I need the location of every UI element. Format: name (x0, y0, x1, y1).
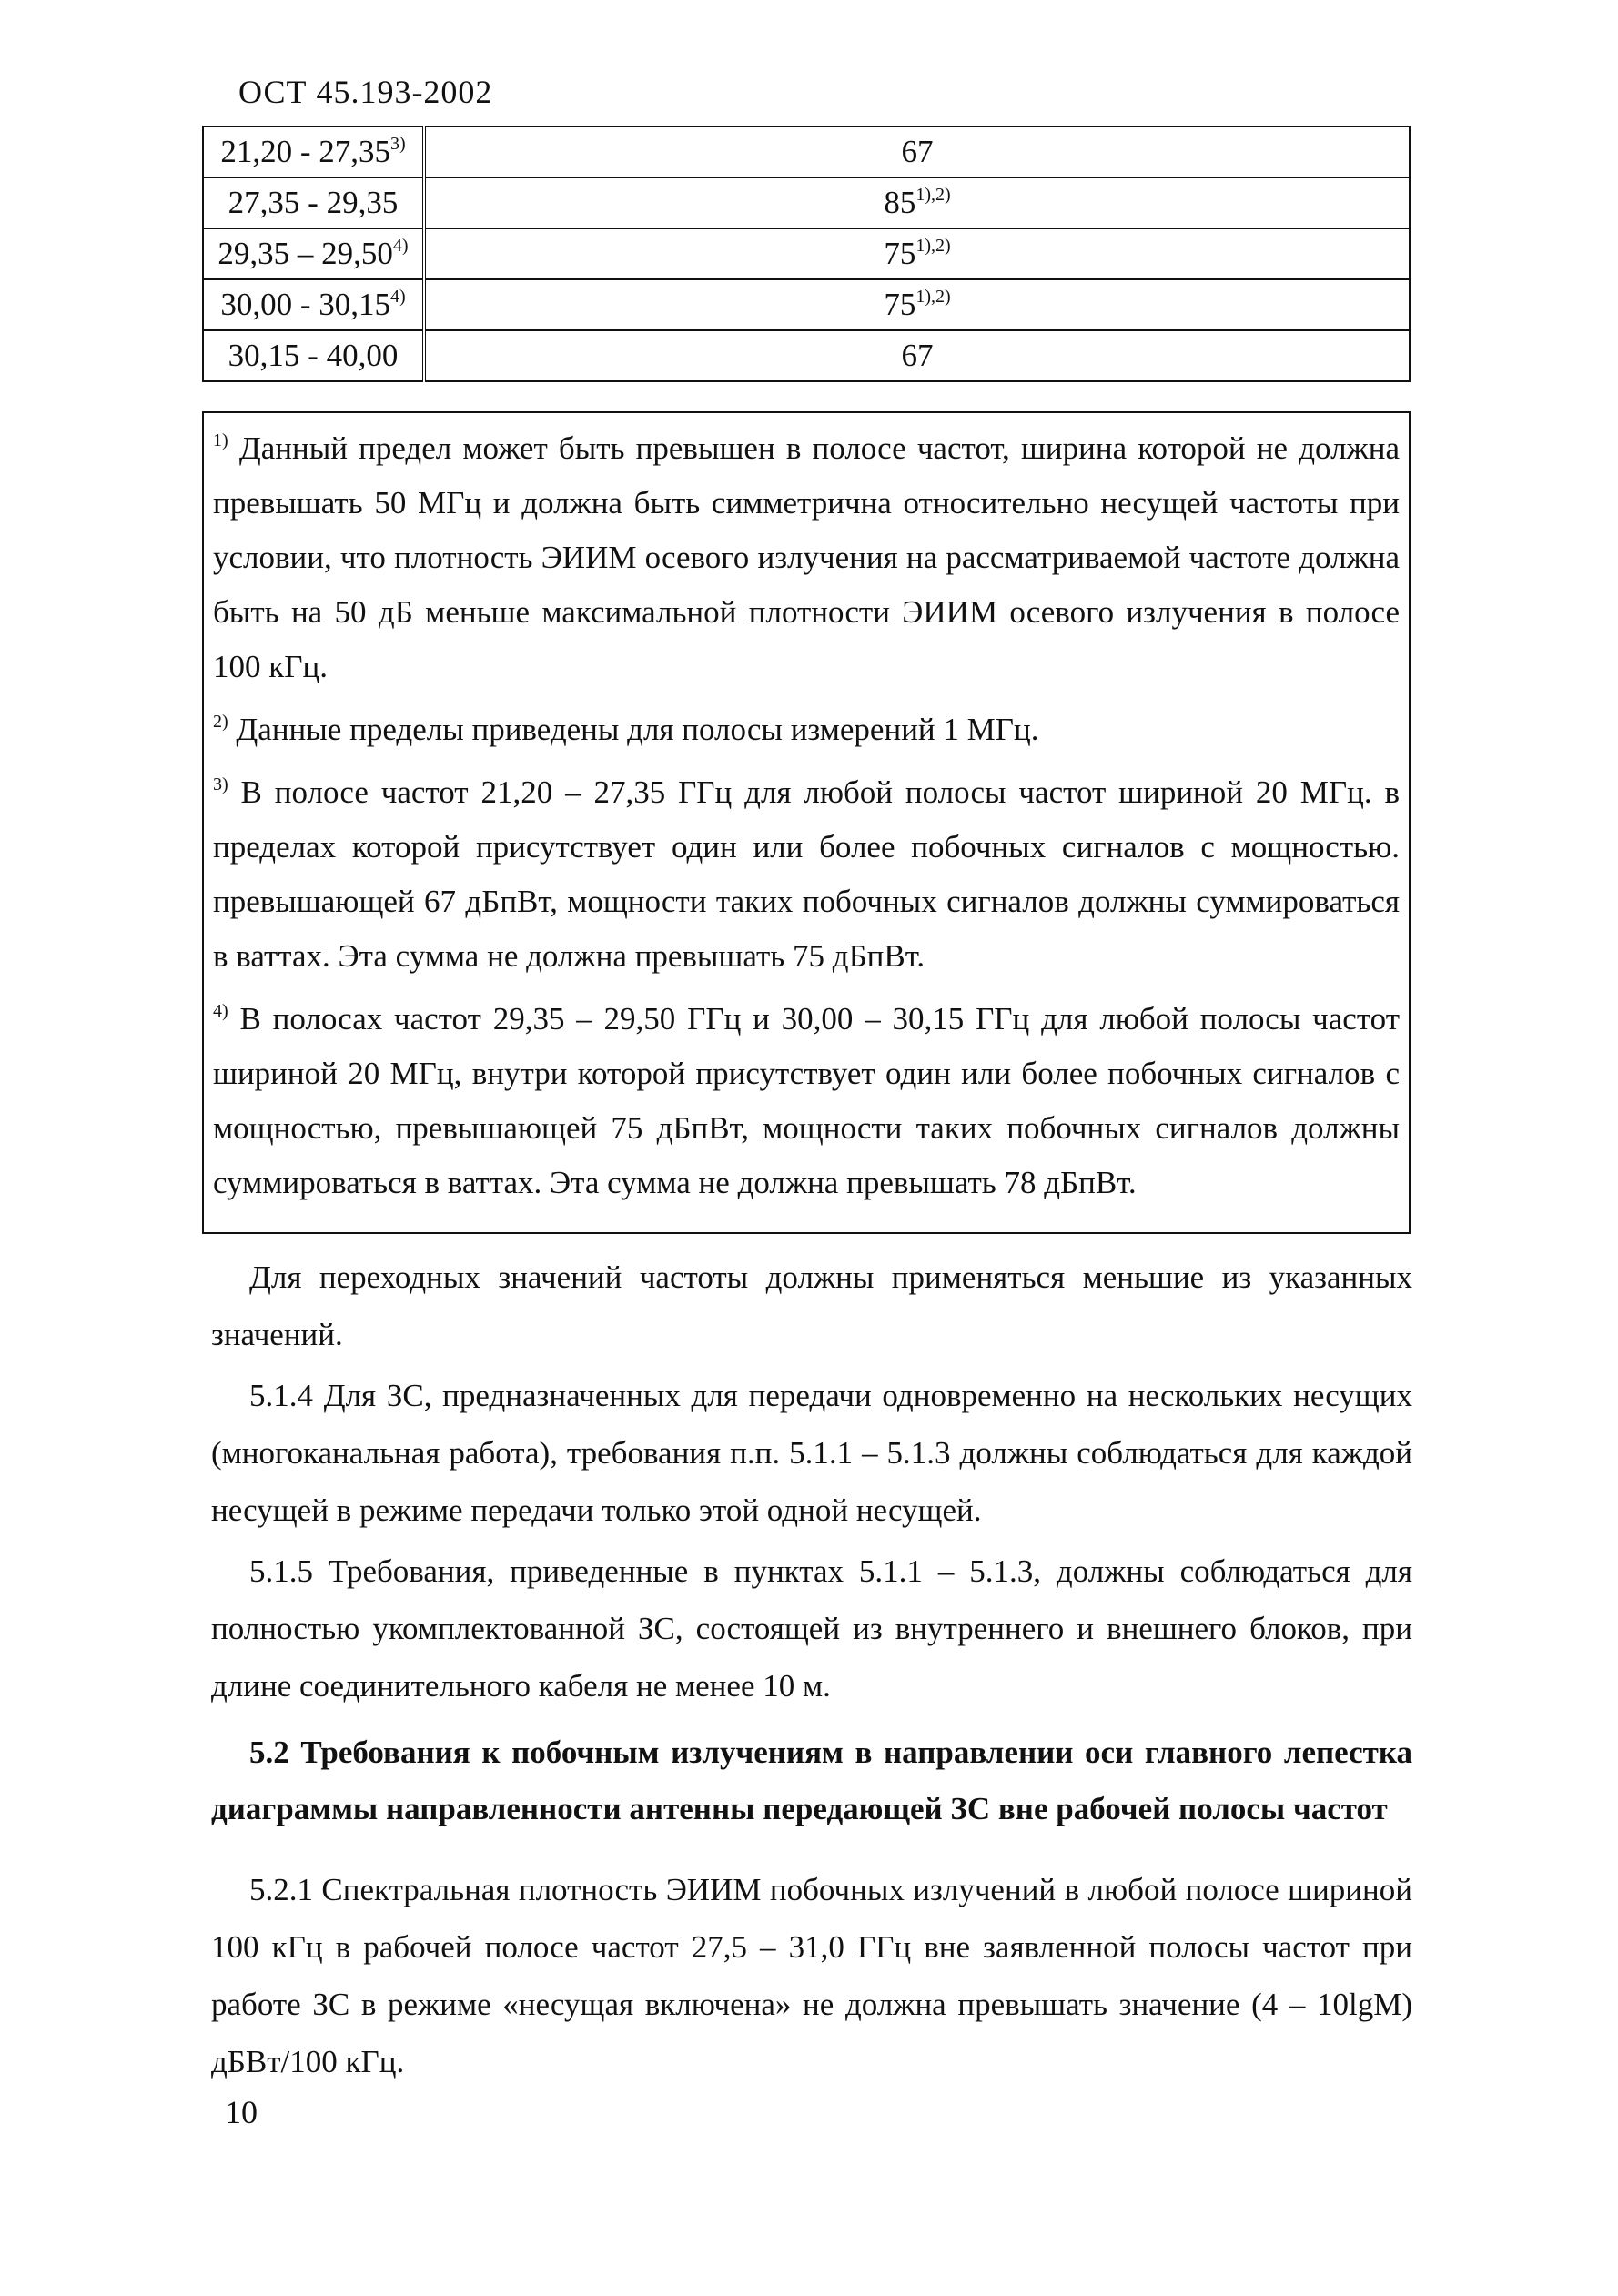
footnote: $^{2)}$ Данные пределы приведены для полосы измерений 1 МГц. (213, 712, 1039, 747)
table-row (203, 330, 1410, 381)
page-number: 10 (225, 2094, 258, 2130)
clause-5-1-4: 5.1.4 Для ЗС, предназначенных для передачи одновременно на нескольких несущих (многоканальная работа), требования п.п. 5.1.1 – 5.1.3 должны соблюдаться для каждой несущей в режиме передачи только этой одной несущей. (211, 1378, 1412, 1528)
body-paragraphs (211, 1249, 1412, 1714)
document-code: ОСТ 45.193-2002 (238, 74, 493, 110)
table-footnotes (202, 411, 1411, 1234)
limit-value-cell: $85^{1),2)}$ (424, 177, 1410, 228)
footnote: $^{1)}$ Данный предел может быть превышен в полосе частот, ширина которой не должна превышать 50 МГц и должна быть симметрична относительно несущей частоты при условии, что плотность ЭИИМ осевого излучения на рассматриваемой частоте должна быть на 50 дБ меньше максимальной плотности ЭИИМ осевого излучения в полосе 100 кГц. (213, 430, 1400, 684)
limit-value-cell: $75^{1),2)}$ (424, 228, 1410, 279)
frequency-range-cell: 21,20 - 27,35$^{3)}$ (203, 126, 424, 177)
frequency-range-cell: 30,00 - 30,15$^{4)}$ (203, 279, 424, 330)
footnote: $^{4)}$ В полосах частот 29,35 – 29,50 ГГц и 30,00 – 30,15 ГГц для любой полосы частот шириной 20 МГц, внутри которой присутствует один или более побочных сигналов с мощностью, превышающей 75 дБпВт, мощности таких побочных сигналов должны суммироваться в ваттах. Эта сумма не должна превышать 78 дБпВт. (213, 1001, 1401, 1200)
table-row (203, 177, 1410, 228)
frequency-range-cell: 29,35 – 29,50$^{4)}$ (203, 228, 424, 279)
section-5-2-heading: 5.2 Требования к побочным излучениям в направлении оси главного лепестка диаграммы направленности антенны передающей ЗС вне рабочей полосы частот (211, 1735, 1412, 1826)
table-row (203, 126, 1410, 177)
frequency-range-cell: 30,15 - 40,00 (203, 330, 424, 381)
clause-5-1-5: 5.1.5 Требования, приведенные в пунктах 5.1.1 – 5.1.3, должны соблюдаться для полностью укомплектованной ЗС, состоящей из внутреннего и внешнего блоков, при длине соединительного кабеля не менее 10 м. (211, 1553, 1412, 1704)
transitional-values-paragraph: Для переходных значений частоты должны применяться меньшие из указанных значений. (211, 1259, 1412, 1352)
frequency-limits-table (202, 126, 1411, 382)
limit-value-cell: 67 (424, 330, 1410, 381)
table-row (203, 279, 1410, 330)
table-row (203, 228, 1410, 279)
limit-value-cell: 67 (424, 126, 1410, 177)
clause-5-2-1: 5.2.1 Спектральная плотность ЭИИМ побочных излучений в любой полосе шириной 100 кГц в рабочей полосе частот 27,5 – 31,0 ГГц вне заявленной полосы частот при работе ЗС в режиме «несущая включена» не должна превышать значение (4 – 10lgM) дБВт/100 кГц. (211, 1872, 1412, 2079)
limit-value-cell: $75^{1),2)}$ (424, 279, 1410, 330)
footnote: $^{3)}$ В полосе частот 21,20 – 27,35 ГГц для любой полосы частот шириной 20 МГц. в пределах которой присутствует один или более побочных сигналов с мощностью. превышающей 67 дБпВт, мощности таких побочных сигналов должны суммироваться в ваттах. Эта сумма не должна превышать 75 дБпВт. (213, 774, 1400, 974)
clause-5-2-1-block (211, 1861, 1412, 2090)
frequency-range-cell: 27,35 - 29,35 (203, 177, 424, 228)
